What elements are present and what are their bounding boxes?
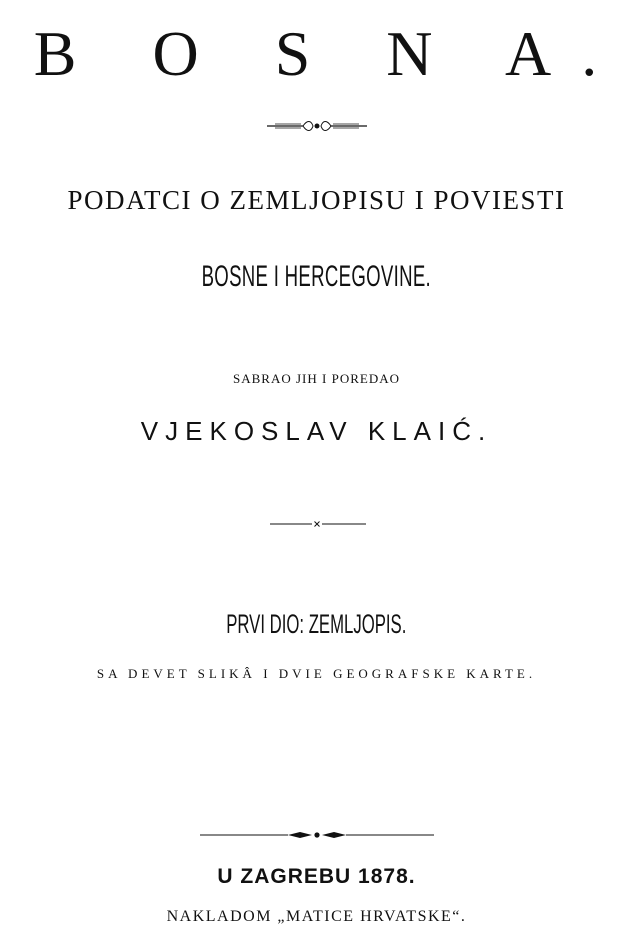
author-name: VJEKOSLAV KLAIĆ.	[140, 416, 493, 446]
collected-by-line: SABRAO JIH I POREDAO	[233, 371, 400, 386]
publisher-line: NAKLADOM „MATICE HRVATSKE“.	[166, 908, 467, 925]
cross-divider-ornament	[270, 519, 366, 529]
part-heading: PRVI DIO: ZEMLJOPIS.	[226, 609, 407, 639]
bead-divider-ornament	[200, 828, 434, 842]
subtitle-line-2: BOSNE I HERCEGOVINE.	[201, 260, 432, 293]
illustrations-note: SA DEVET SLIKÂ I DVIE GEOGRAFSKE KARTE.	[96, 666, 537, 681]
book-title: B O S N A.	[33, 18, 628, 89]
floral-ornament-top	[265, 118, 369, 134]
place-and-year: U ZAGREBU 1878.	[217, 865, 416, 888]
subtitle-line-1: PODATCI O ZEMLJOPISU I POVIESTI	[67, 185, 566, 215]
